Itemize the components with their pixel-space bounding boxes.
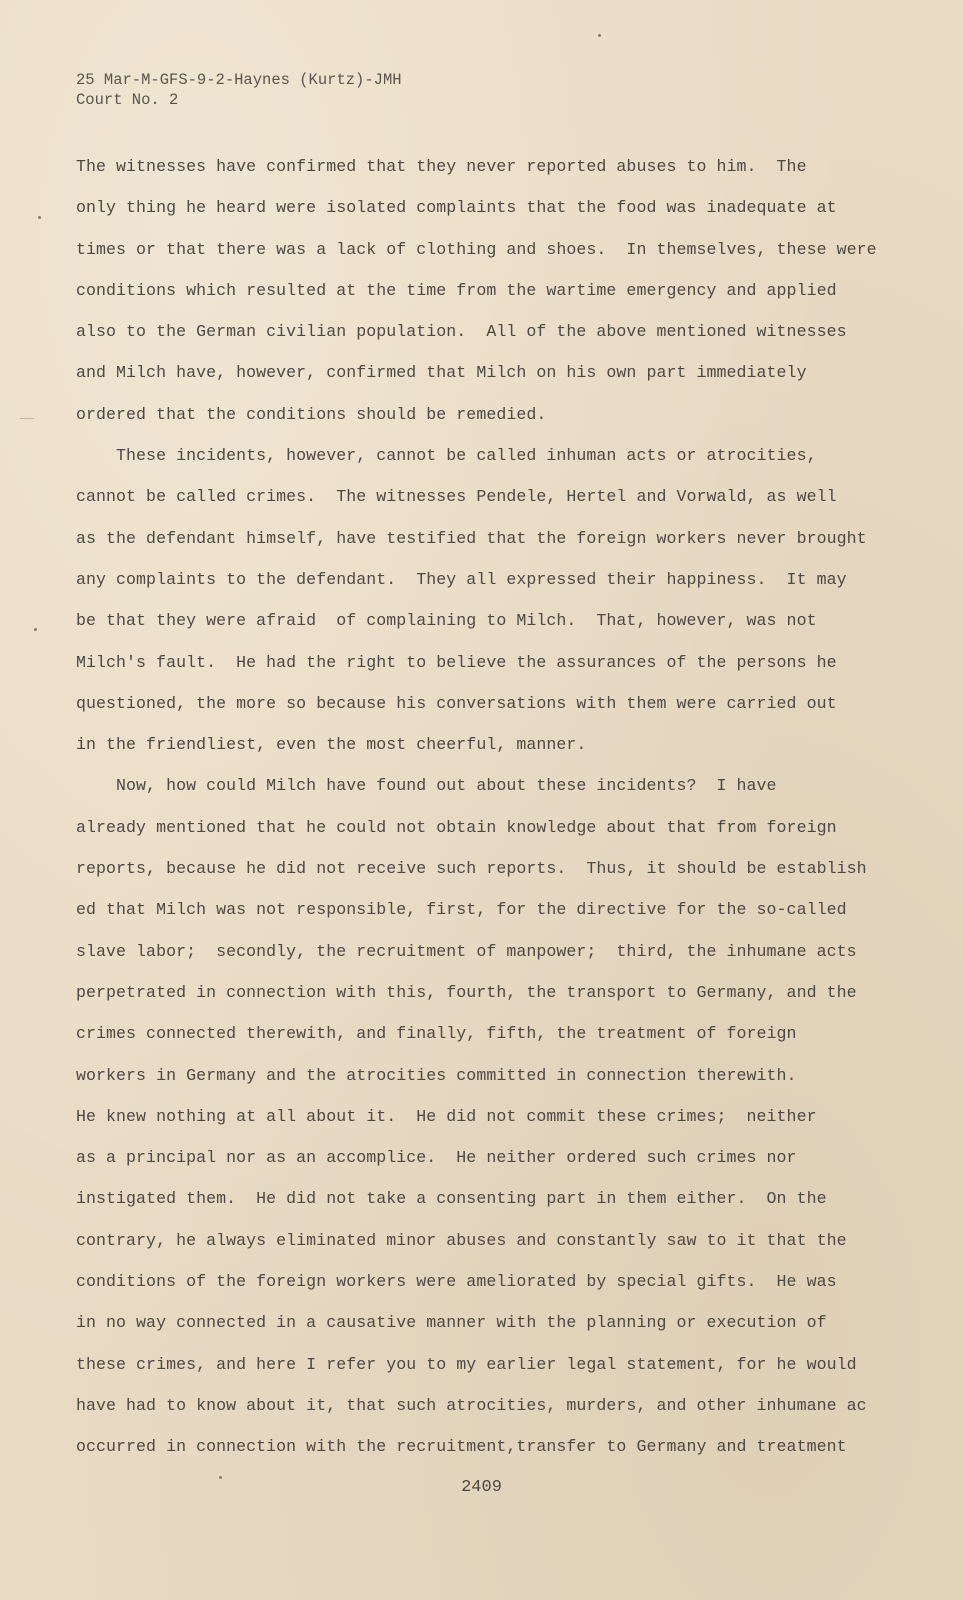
text-line: Now, how could Milch have found out about these incidents? I have — [76, 776, 777, 796]
text-line: conditions of the foreign workers were ameliorated by special gifts. He was — [76, 1272, 837, 1292]
paper-speck — [38, 216, 41, 219]
text-line: Milch's fault. He had the right to believe the assurances of the persons he — [76, 652, 837, 672]
text-line: instigated them. He did not take a consenting part in them either. On the — [76, 1189, 827, 1209]
paper-speck — [219, 1476, 222, 1479]
body-text — [76, 146, 896, 1468]
text-line: in no way connected in a causative manner with the planning or execution of — [76, 1313, 827, 1333]
text-line: ordered that the conditions should be remedied. — [76, 404, 547, 424]
text-line: and Milch have, however, confirmed that Milch on his own part immediately — [76, 363, 807, 383]
text-line: occurred in connection with the recruitment,transfer to Germany and treatment — [76, 1437, 847, 1457]
text-line: The witnesses have confirmed that they never reported abuses to him. The — [76, 157, 807, 176]
text-line: cannot be called crimes. The witnesses Pendele, Hertel and Vorwald, as well — [76, 487, 837, 507]
header-reference-line: 25 Mar-M-GFS-9-2-Haynes (Kurtz)-JMH — [76, 71, 402, 89]
text-line: workers in Germany and the atrocities committed in connection therewith. — [76, 1065, 797, 1085]
page-number: 2409 — [461, 1478, 502, 1497]
text-line: these crimes, and here I refer you to my earlier legal statement, for he would — [76, 1354, 857, 1374]
text-line: already mentioned that he could not obtain knowledge about that from foreign — [76, 817, 837, 837]
text-line: as the defendant himself, have testified that the foreign workers never brought — [76, 528, 867, 548]
text-line: These incidents, however, cannot be called inhuman acts or atrocities, — [76, 446, 817, 466]
text-line: in the friendliest, even the most cheerful, manner. — [76, 735, 587, 755]
document-header — [76, 70, 402, 110]
paper-speck — [34, 628, 37, 631]
text-line: as a principal nor as an accomplice. He neither ordered such crimes nor — [76, 1148, 797, 1168]
text-line: also to the German civilian population. All of the above mentioned witnesses — [76, 322, 847, 342]
text-line: contrary, he always eliminated minor abuses and constantly saw to it that the — [76, 1230, 847, 1250]
paper-speck — [598, 34, 601, 37]
text-line: He knew nothing at all about it. He did not commit these crimes; neither — [76, 1106, 817, 1126]
text-line: any complaints to the defendant. They all expressed their happiness. It may — [76, 569, 847, 589]
text-line: questioned, the more so because his conversations with them were carried out — [76, 693, 837, 713]
text-line: be that they were afraid of complaining to Milch. That, however, was not — [76, 611, 817, 631]
text-line: ed that Milch was not responsible, first, for the directive for the so-called — [76, 900, 847, 920]
header-court-line: Court No. 2 — [76, 91, 179, 109]
paper-mark — [20, 418, 34, 419]
text-line: reports, because he did not receive such reports. Thus, it should be establish — [76, 859, 867, 879]
text-line: crimes connected therewith, and finally, fifth, the treatment of foreign — [76, 1024, 797, 1044]
text-line: perpetrated in connection with this, fourth, the transport to Germany, and the — [76, 982, 857, 1002]
text-line: only thing he heard were isolated complaints that the food was inadequate at — [76, 198, 837, 218]
text-line: times or that there was a lack of clothing and shoes. In themselves, these were — [76, 239, 877, 259]
text-line: slave labor; secondly, the recruitment of manpower; third, the inhumane acts — [76, 941, 857, 961]
text-line: conditions which resulted at the time from the wartime emergency and applied — [76, 280, 837, 300]
text-line: have had to know about it, that such atrocities, murders, and other inhumane ac — [76, 1395, 867, 1415]
